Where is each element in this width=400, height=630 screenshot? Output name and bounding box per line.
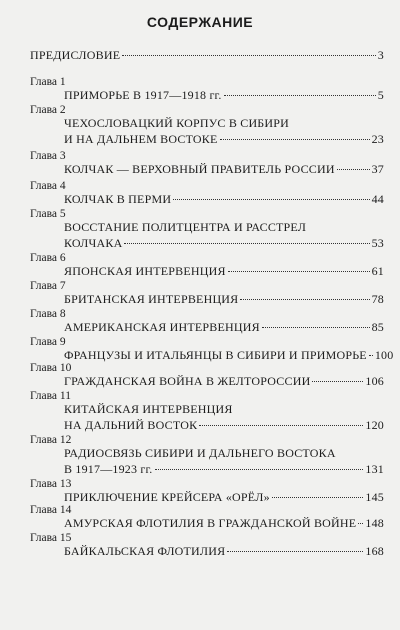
entry-title-line: ГРАЖДАНСКАЯ ВОЙНА В ЖЕЛТОРОССИИ [64, 374, 311, 388]
entry-title-line: ЯПОНСКАЯ ИНТЕРВЕНЦИЯ [64, 264, 226, 278]
page-number: 100 [374, 348, 394, 362]
entry-title-line: КОЛЧАК В ПЕРМИ [64, 192, 172, 206]
dot-leader [124, 242, 369, 244]
page-number: 44 [371, 192, 384, 206]
page-number: 61 [371, 264, 384, 278]
chapter-label: Глава 15 [30, 532, 72, 544]
toc-entry[interactable] [64, 192, 384, 206]
entry-title-line: ВОССТАНИЕ ПОЛИТЦЕНТРА И РАССТРЕЛ [64, 220, 307, 234]
chapter-label: Глава 7 [30, 280, 66, 292]
dot-leader [227, 550, 363, 552]
page-number: 37 [371, 162, 384, 176]
entry-title-line: КИТАЙСКАЯ ИНТЕРВЕНЦИЯ [64, 402, 233, 416]
entry-title-line: НА ДАЛЬНИЙ ВОСТОК [64, 418, 198, 432]
chapter-label: Глава 12 [30, 434, 72, 446]
entry-title-line: КОЛЧАК — ВЕРХОВНЫЙ ПРАВИТЕЛЬ РОССИИ [64, 162, 335, 176]
entry-title-line: АМУРСКАЯ ФЛОТИЛИЯ В ГРАЖДАНСКОЙ ВОЙНЕ [64, 516, 357, 530]
toc-entry[interactable] [64, 374, 384, 388]
entry-title-line: ПРЕДИСЛОВИЕ [30, 48, 121, 62]
toc-entry[interactable] [64, 348, 394, 362]
dot-leader [369, 354, 373, 356]
entry-title-line: И НА ДАЛЬНЕМ ВОСТОКЕ [64, 132, 218, 146]
page-number: 168 [365, 544, 384, 558]
page-number: 78 [371, 292, 384, 306]
page-number: 23 [371, 132, 384, 146]
dot-leader [220, 138, 370, 140]
page-number: 148 [365, 516, 384, 530]
dot-leader [272, 496, 364, 498]
entry-title-line: ПРИМОРЬЕ В 1917—1918 гг. [64, 88, 222, 102]
dot-leader [199, 424, 363, 426]
dot-leader [312, 380, 363, 382]
toc-entry[interactable] [64, 320, 384, 334]
page-number: 85 [371, 320, 384, 334]
entry-title-line: КОЛЧАКА [64, 236, 123, 250]
toc-entry[interactable] [64, 162, 384, 176]
toc-entry[interactable] [64, 220, 384, 250]
dot-leader [173, 198, 369, 200]
toc-entry[interactable] [30, 48, 384, 62]
chapter-label: Глава 5 [30, 208, 66, 220]
dot-leader [358, 522, 363, 524]
entry-title-line: ЧЕХОСЛОВАЦКИЙ КОРПУС В СИБИРИ [64, 116, 290, 130]
entry-title-line: БРИТАНСКАЯ ИНТЕРВЕНЦИЯ [64, 292, 239, 306]
page-number: 5 [377, 88, 384, 102]
dot-leader [155, 468, 364, 470]
toc-entry[interactable] [64, 402, 384, 432]
chapter-label: Глава 14 [30, 504, 72, 516]
chapter-label: Глава 10 [30, 362, 72, 374]
page-number: 3 [377, 48, 384, 62]
toc-entry[interactable] [64, 116, 384, 146]
chapter-label: Глава 13 [30, 478, 72, 490]
entry-title-line: АМЕРИКАНСКАЯ ИНТЕРВЕНЦИЯ [64, 320, 260, 334]
page-number: 106 [365, 374, 384, 388]
chapter-label: Глава 4 [30, 180, 66, 192]
chapter-label: Глава 1 [30, 76, 66, 88]
toc-entry[interactable] [64, 516, 384, 530]
chapter-label: Глава 3 [30, 150, 66, 162]
entry-title-line: ФРАНЦУЗЫ И ИТАЛЬЯНЦЫ В СИБИРИ И ПРИМОРЬЕ [64, 348, 367, 362]
toc-entry[interactable] [64, 490, 384, 504]
page-number: 120 [365, 418, 384, 432]
toc-entry[interactable] [64, 88, 384, 102]
entry-title-line: В 1917—1923 гг. [64, 462, 153, 476]
dot-leader [262, 326, 370, 328]
dot-leader [337, 168, 370, 170]
dot-leader [224, 94, 376, 96]
dot-leader [122, 54, 376, 56]
chapter-label: Глава 11 [30, 390, 71, 402]
page-number: 145 [365, 490, 384, 504]
toc-entry[interactable] [64, 446, 384, 476]
toc-entry[interactable] [64, 292, 384, 306]
page-title: СОДЕРЖАНИЕ [146, 14, 254, 30]
chapter-label: Глава 8 [30, 308, 66, 320]
entry-title-line: БАЙКАЛЬСКАЯ ФЛОТИЛИЯ [64, 544, 226, 558]
page-number: 53 [371, 236, 384, 250]
toc-entry[interactable] [64, 264, 384, 278]
chapter-label: Глава 2 [30, 104, 66, 116]
toc-entry[interactable] [64, 544, 384, 558]
dot-leader [228, 270, 370, 272]
entry-title-line: РАДИОСВЯЗЬ СИБИРИ И ДАЛЬНЕГО ВОСТОКА [64, 446, 336, 460]
page-number: 131 [365, 462, 384, 476]
dot-leader [240, 298, 369, 300]
chapter-label: Глава 9 [30, 336, 66, 348]
chapter-label: Глава 6 [30, 252, 66, 264]
entry-title-line: ПРИКЛЮЧЕНИЕ КРЕЙСЕРА «ОРЁЛ» [64, 490, 270, 504]
